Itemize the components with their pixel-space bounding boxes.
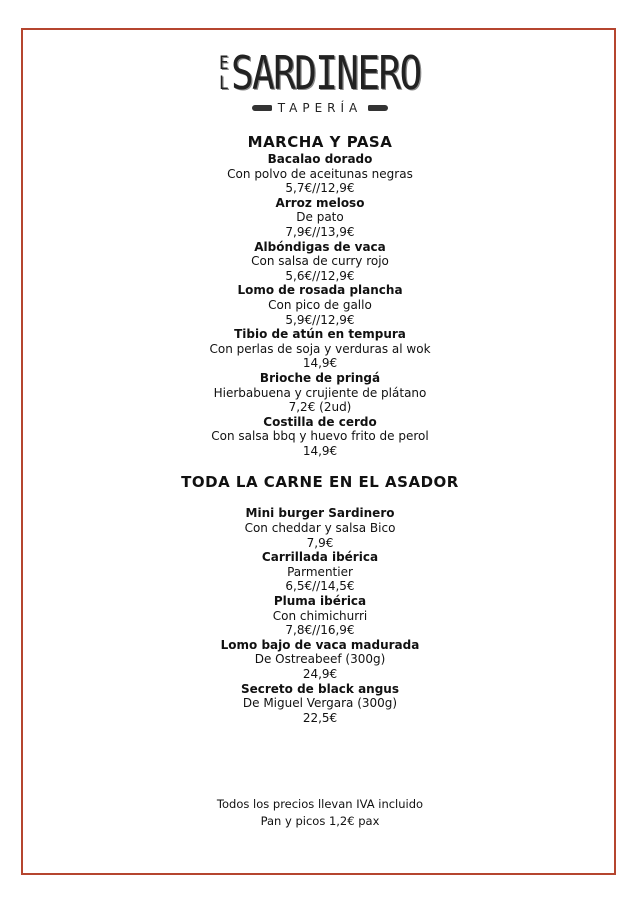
item-desc: De Miguel Vergara (300g) — [242, 696, 398, 711]
item-name: Albóndigas de vaca — [254, 239, 386, 254]
item-name: Costilla de cerdo — [263, 414, 377, 429]
logo-l: L — [219, 72, 229, 94]
item-name: Brioche de pringá — [259, 370, 381, 385]
item-price: 5,9€//12,9€ — [285, 312, 355, 327]
item-price: 14,9€ — [302, 443, 338, 458]
item-desc: Con pico de gallo — [268, 297, 372, 312]
item-price: 22,5€ — [302, 710, 338, 725]
item-price: 14,9€ — [302, 356, 338, 371]
logo-subtitle-text: TAPERÍA — [277, 101, 363, 115]
menu-section-toda-la-carne — [0, 506, 640, 725]
item-desc: Con salsa de curry rojo — [251, 254, 389, 269]
leaf-left-icon — [252, 105, 272, 111]
logo-subtitle — [252, 101, 389, 115]
item-name: Secreto de black angus — [240, 681, 399, 696]
item-desc: Hierbabuena y crujiente de plátano — [213, 385, 427, 400]
footer-vat-note: Todos los precios llevan IVA incluido — [216, 797, 424, 811]
item-price: 7,9€//13,9€ — [285, 224, 355, 239]
item-price: 5,7€//12,9€ — [285, 181, 355, 196]
item-name: Bacalao dorado — [267, 152, 373, 166]
item-name: Lomo de rosada plancha — [237, 283, 403, 298]
menu-item — [0, 594, 640, 638]
item-name: Carrillada ibérica — [261, 550, 379, 565]
item-name: Pluma ibérica — [273, 594, 367, 609]
menu-section-marcha-y-pasa — [0, 152, 640, 458]
item-desc: Con cheddar y salsa Bico — [244, 521, 396, 536]
menu-content — [0, 132, 640, 725]
menu-item — [0, 550, 640, 594]
menu-item — [0, 240, 640, 284]
section-title: MARCHA Y PASA — [247, 133, 393, 151]
item-desc: Con polvo de aceitunas negras — [227, 166, 413, 181]
menu-item — [0, 152, 640, 196]
menu-item — [0, 283, 640, 327]
item-price: 7,2€ (2ud) — [288, 400, 352, 415]
menu-item — [0, 638, 640, 682]
footer-notes — [0, 796, 640, 830]
item-desc: Con perlas de soja y verduras al wok — [209, 341, 431, 356]
logo-el — [219, 53, 228, 93]
menu-item — [0, 196, 640, 240]
leaf-right-icon — [368, 105, 388, 111]
footer-bread-note: Pan y picos 1,2€ pax — [260, 814, 380, 828]
item-name: Lomo bajo de vaca madurada — [220, 637, 420, 652]
menu-item — [0, 415, 640, 459]
item-price: 5,6€//12,9€ — [285, 268, 355, 283]
item-desc: Parmentier — [287, 564, 353, 579]
item-price: 6,5€//14,5€ — [285, 579, 355, 594]
logo-e: E — [219, 52, 229, 74]
item-desc: De pato — [296, 210, 344, 225]
section-title: TODA LA CARNE EN EL ASADOR — [181, 473, 459, 492]
item-name: Tibio de atún en tempura — [234, 327, 406, 342]
menu-item — [0, 506, 640, 550]
menu-item — [0, 327, 640, 371]
menu-item — [0, 682, 640, 726]
item-name: Arroz meloso — [275, 195, 365, 210]
logo — [0, 46, 640, 115]
logo-wordmark — [219, 46, 421, 100]
menu-item — [0, 371, 640, 415]
item-desc: De Ostreabeef (300g) — [254, 652, 386, 667]
item-desc: Con salsa bbq y huevo frito de perol — [211, 429, 429, 444]
item-price: 7,9€ — [306, 535, 334, 550]
logo-name: SARDINERO — [231, 46, 421, 100]
item-price: 24,9€ — [302, 667, 338, 681]
item-desc: Con chimichurri — [272, 608, 368, 623]
item-price: 7,8€//16,9€ — [285, 623, 355, 638]
item-name: Mini burger Sardinero — [245, 506, 395, 521]
